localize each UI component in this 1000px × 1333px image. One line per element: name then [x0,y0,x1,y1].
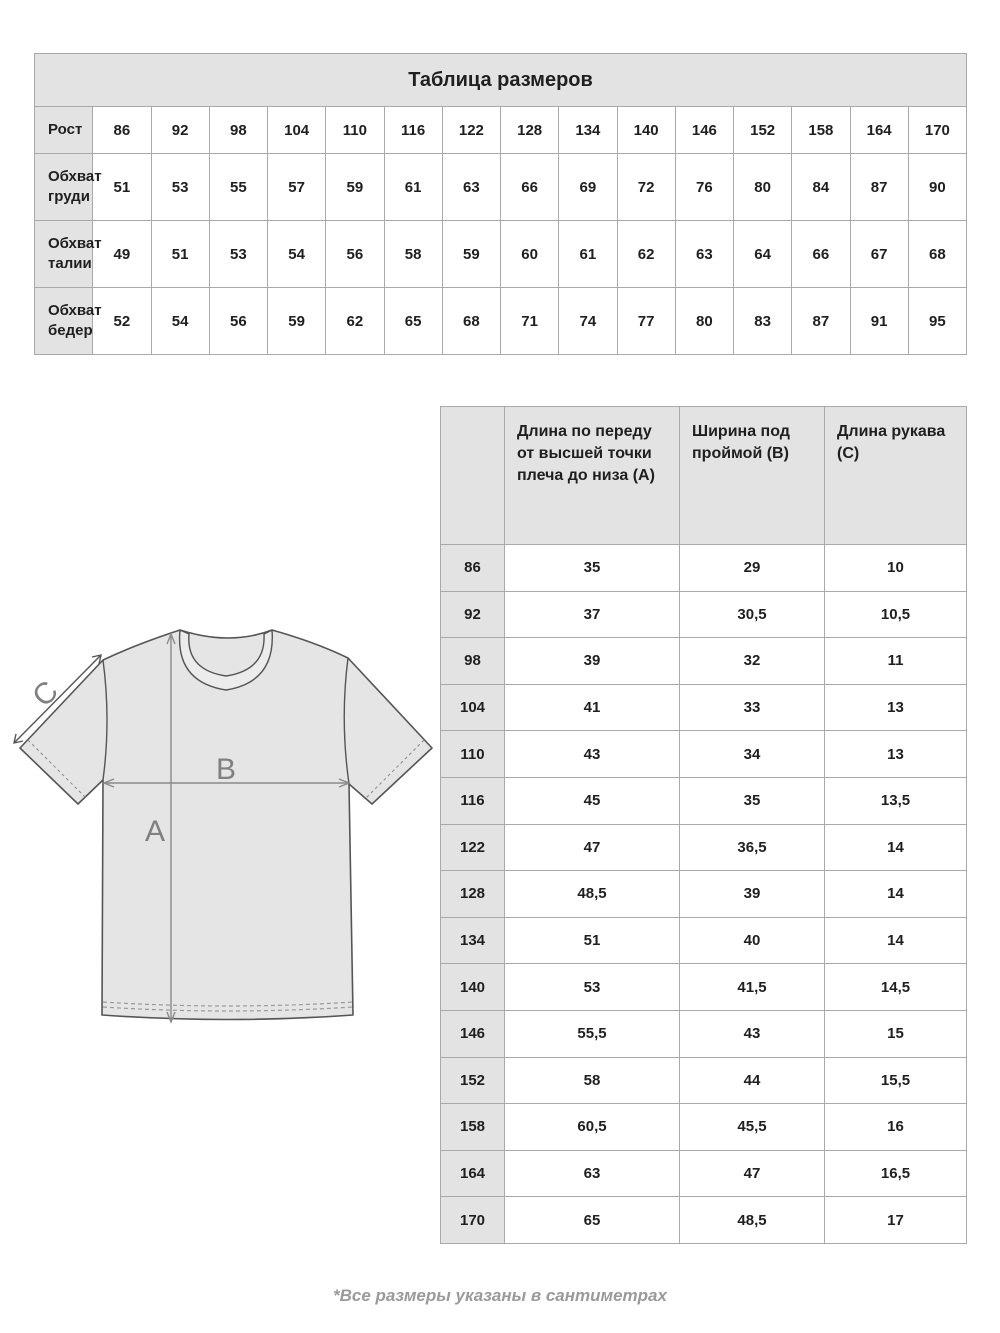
size-table-cell: 116 [384,107,442,154]
measurement-table-row [441,917,967,964]
size-table-cell: 56 [209,288,267,355]
measurement-row-height: 98 [441,638,505,685]
size-table-cell: 52 [93,288,151,355]
size-table-cell: 152 [734,107,792,154]
size-table-cell: 80 [675,288,733,355]
measurement-cell: 37 [505,591,680,638]
size-table-cell: 67 [850,221,908,288]
measurement-cell: 55,5 [505,1010,680,1057]
measurement-table-row [441,871,967,918]
size-table-cell: 87 [850,154,908,221]
measurement-cell: 47 [505,824,680,871]
measurement-cell: 43 [680,1010,825,1057]
measurement-row-height: 92 [441,591,505,638]
size-table-cell: 65 [384,288,442,355]
header-length-a: Длина по переду от высшей точки плеча до низа (А) [505,407,680,545]
measurement-cell: 45,5 [680,1104,825,1151]
measurement-table-row [441,1150,967,1197]
size-table-row [35,107,967,154]
size-table-cell: 54 [268,221,326,288]
measurement-cell: 14 [825,824,967,871]
size-table-cell: 86 [93,107,151,154]
measurement-cell: 30,5 [680,591,825,638]
header-width-b: Ширина под проймой (В) [680,407,825,545]
measurement-table-row [441,638,967,685]
size-table-cell: 76 [675,154,733,221]
size-table-cell: 53 [209,221,267,288]
measurement-table-row [441,591,967,638]
size-table [34,53,967,355]
size-table-cell: 170 [908,107,966,154]
size-table-cell: 59 [442,221,500,288]
measurement-table [440,406,967,1244]
measurement-cell: 33 [680,684,825,731]
size-table-cell: 66 [501,154,559,221]
measurement-cell: 35 [680,777,825,824]
measurement-cell: 13,5 [825,777,967,824]
measurement-row-height: 164 [441,1150,505,1197]
measurement-cell: 41,5 [680,964,825,1011]
size-table-cell: 122 [442,107,500,154]
dimension-b-label: B [216,753,237,786]
size-table-cell: 55 [209,154,267,221]
measurement-row-height: 134 [441,917,505,964]
size-table-cell: 63 [675,221,733,288]
measurement-cell: 41 [505,684,680,731]
size-table-cell: 128 [501,107,559,154]
measurement-cell: 63 [505,1150,680,1197]
measurement-table-row [441,731,967,778]
measurement-table-row [441,777,967,824]
measurement-cell: 45 [505,777,680,824]
size-table-cell: 80 [734,154,792,221]
measurement-table-row [441,684,967,731]
size-table-cell: 59 [268,288,326,355]
measurement-table-row [441,1057,967,1104]
size-table-cell: 83 [734,288,792,355]
measurement-row-height: 110 [441,731,505,778]
measurement-cell: 10 [825,545,967,592]
size-table-cell: 64 [734,221,792,288]
measurement-cell: 13 [825,731,967,778]
size-table-cell: 104 [268,107,326,154]
measurement-cell: 43 [505,731,680,778]
size-table-cell: 61 [559,221,617,288]
measurement-cell: 44 [680,1057,825,1104]
size-table-row-label: Рост [35,107,93,154]
measurement-cell: 16 [825,1104,967,1151]
size-table-cell: 110 [326,107,384,154]
size-table-cell: 158 [792,107,850,154]
measurement-cell: 51 [505,917,680,964]
size-table-cell: 49 [93,221,151,288]
measurement-cell: 39 [680,871,825,918]
size-table-cell: 84 [792,154,850,221]
measurement-cell: 29 [680,545,825,592]
measurement-cell: 16,5 [825,1150,967,1197]
measurement-table-body [441,545,967,1244]
size-table-cell: 62 [617,221,675,288]
dimension-a-label: A [145,815,166,848]
measurement-cell: 32 [680,638,825,685]
size-table-cell: 56 [326,221,384,288]
measurement-table-row [441,824,967,871]
size-table-cell: 91 [850,288,908,355]
size-table-cell: 57 [268,154,326,221]
measurement-table-row [441,1010,967,1057]
measurement-cell: 40 [680,917,825,964]
measurement-row-height: 170 [441,1197,505,1244]
size-table-cell: 61 [384,154,442,221]
measurement-cell: 60,5 [505,1104,680,1151]
tshirt-diagram [8,620,438,1030]
measurement-cell: 53 [505,964,680,1011]
measurement-row-height: 128 [441,871,505,918]
measurement-row-height: 104 [441,684,505,731]
measurement-cell: 58 [505,1057,680,1104]
measurement-row-height: 158 [441,1104,505,1151]
size-table-row-label: Обхват груди [35,154,93,221]
measurement-cell: 11 [825,638,967,685]
size-table-cell: 60 [501,221,559,288]
size-table-cell: 134 [559,107,617,154]
size-table-cell: 74 [559,288,617,355]
size-table-row [35,288,967,355]
measurement-table-header-row [441,407,967,545]
size-table-cell: 59 [326,154,384,221]
measurement-row-height: 86 [441,545,505,592]
size-table-body [35,107,967,355]
size-table-row-label: Обхват бедер [35,288,93,355]
size-table-cell: 87 [792,288,850,355]
size-table-cell: 63 [442,154,500,221]
measurement-row-height: 122 [441,824,505,871]
size-table-cell: 72 [617,154,675,221]
measurement-cell: 17 [825,1197,967,1244]
size-table-row-label: Обхват талии [35,221,93,288]
measurement-cell: 15 [825,1010,967,1057]
size-table-cell: 51 [93,154,151,221]
size-table-cell: 146 [675,107,733,154]
size-table-cell: 92 [151,107,209,154]
measurement-table-row [441,1104,967,1151]
measurement-cell: 15,5 [825,1057,967,1104]
size-table-cell: 98 [209,107,267,154]
measurement-cell: 34 [680,731,825,778]
measurement-cell: 13 [825,684,967,731]
measurement-cell: 48,5 [505,871,680,918]
measurement-row-height: 152 [441,1057,505,1104]
measurement-cell: 35 [505,545,680,592]
size-table-row [35,221,967,288]
dimension-c-label: C [26,674,65,714]
measurement-cell: 14,5 [825,964,967,1011]
size-table-cell: 77 [617,288,675,355]
size-table-cell: 62 [326,288,384,355]
measurement-cell: 10,5 [825,591,967,638]
header-corner-cell [441,407,505,545]
size-table-cell: 54 [151,288,209,355]
size-table-cell: 68 [442,288,500,355]
measurement-cell: 47 [680,1150,825,1197]
size-table-cell: 53 [151,154,209,221]
footnote: *Все размеры указаны в сантиметрах [333,1286,667,1305]
size-table-cell: 69 [559,154,617,221]
size-table-cell: 58 [384,221,442,288]
size-table-cell: 68 [908,221,966,288]
measurement-cell: 36,5 [680,824,825,871]
size-table-cell: 164 [850,107,908,154]
size-table-cell: 90 [908,154,966,221]
measurement-cell: 14 [825,917,967,964]
header-sleeve-c: Длина рукава (С) [825,407,967,545]
measurement-table-row [441,1197,967,1244]
size-table-cell: 51 [151,221,209,288]
measurement-cell: 39 [505,638,680,685]
size-table-cell: 95 [908,288,966,355]
measurement-row-height: 146 [441,1010,505,1057]
measurement-table-row [441,545,967,592]
measurement-cell: 14 [825,871,967,918]
measurement-row-height: 116 [441,777,505,824]
size-table-cell: 71 [501,288,559,355]
measurement-cell: 65 [505,1197,680,1244]
size-table-cell: 66 [792,221,850,288]
measurement-cell: 48,5 [680,1197,825,1244]
size-table-row [35,154,967,221]
measurement-table-row [441,964,967,1011]
size-table-cell: 140 [617,107,675,154]
measurement-row-height: 140 [441,964,505,1011]
size-table-title: Таблица размеров [35,54,967,107]
